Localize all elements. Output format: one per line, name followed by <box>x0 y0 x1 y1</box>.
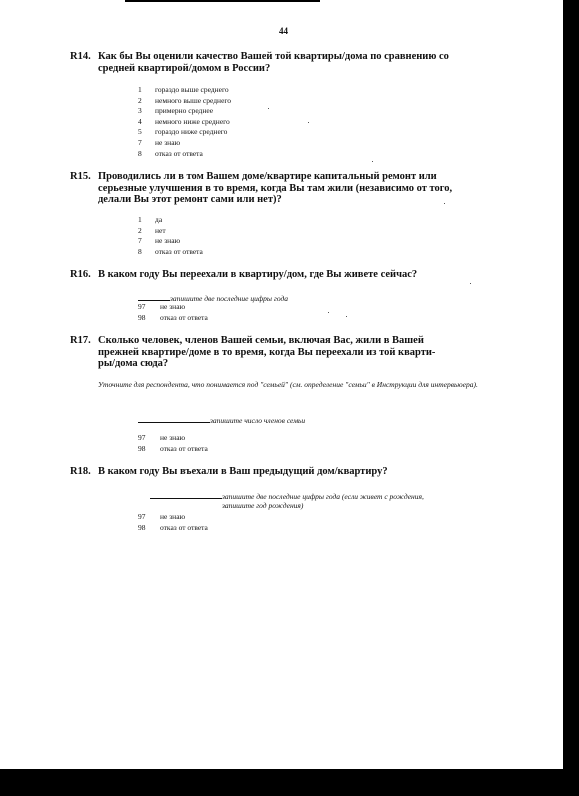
write-in-blank[interactable] <box>150 490 222 499</box>
question-text-line: Сколько человек, членов Вашей семьи, включая Вас, жили в Вашей <box>98 335 424 346</box>
answer-label: не знаю <box>155 236 181 246</box>
write-in-r18-cont <box>222 501 303 511</box>
question-r14 <box>70 51 490 74</box>
question-number: R17. <box>70 335 91 346</box>
answer-code: 8 <box>138 246 142 256</box>
answer-option[interactable] <box>138 444 208 455</box>
answer-code: 8 <box>138 148 142 158</box>
question-text-line: В каком году Вы переехали в квартиру/дом, где Вы живете сейчас? <box>98 269 418 280</box>
question-text-line: Как бы Вы оценили качество Вашей той квартиры/дома по сравнению со <box>98 51 449 62</box>
answer-code: 5 <box>138 127 142 137</box>
answer-option[interactable] <box>138 127 231 138</box>
answer-code: 4 <box>138 116 142 126</box>
options-r17 <box>138 433 208 454</box>
answer-label: примерно среднее <box>155 106 214 116</box>
scan-speck <box>328 312 329 313</box>
write-in-instruction: запишите число членов семьи <box>210 416 306 425</box>
answer-label: не знаю <box>160 302 186 311</box>
question-number: R15. <box>70 171 91 182</box>
answer-code: 98 <box>138 312 146 322</box>
question-text-line: В каком году Вы въехали в Ваш предыдущий дом/квартиру? <box>98 466 388 477</box>
answer-option[interactable] <box>138 138 231 149</box>
write-in-instruction: запишите год рождения) <box>222 501 304 510</box>
answer-label: немного выше среднего <box>155 95 232 105</box>
scan-speck <box>444 203 445 204</box>
answer-label: гораздо выше среднего <box>155 85 229 94</box>
options-r16 <box>138 302 208 323</box>
scan-speck <box>372 161 373 162</box>
write-in-blank[interactable] <box>138 414 210 423</box>
scan-speck <box>308 122 309 123</box>
answer-option[interactable] <box>138 106 231 117</box>
answer-label: гораздо ниже среднего <box>155 127 228 137</box>
answer-option[interactable] <box>138 433 208 444</box>
answer-option[interactable] <box>138 313 208 324</box>
write-in-blank[interactable] <box>138 292 170 301</box>
answer-code: 98 <box>138 522 146 532</box>
question-number: R18. <box>70 466 91 477</box>
answer-label: отказ от ответа <box>160 522 208 532</box>
write-in-instruction: запишите две последние цифры года (если живет с рождения, <box>222 492 424 501</box>
scan-border-right <box>563 0 579 796</box>
scan-speck <box>268 108 269 109</box>
interviewer-instruction: Уточните для респондента, что понимается под "семьей" (см. определение "семьи" в Инструкции для интервьюера). <box>98 380 478 389</box>
scan-speck <box>346 316 347 317</box>
options-r15 <box>138 215 203 257</box>
answer-label: не знаю <box>155 137 181 147</box>
answer-label: отказ от ответа <box>155 246 203 256</box>
question-text-line: Проводились ли в том Вашем доме/квартире капитальный ремонт или <box>98 171 437 182</box>
answer-option[interactable] <box>138 302 208 313</box>
answer-label: не знаю <box>160 433 186 442</box>
answer-label: нет <box>155 225 166 235</box>
options-r14 <box>138 85 231 159</box>
answer-option[interactable] <box>138 96 231 107</box>
write-in-instruction: запишите две последние цифры года <box>170 294 289 303</box>
question-r18 <box>70 466 490 478</box>
question-text-line: прежней квартире/доме в то время, когда Вы переехали из той кварти- <box>98 346 436 358</box>
question-number: R14. <box>70 51 91 62</box>
question-text-line: серьезные улучшения в то время, когда Вы там жили (независимо от того, <box>98 182 453 194</box>
answer-code: 7 <box>138 137 142 147</box>
question-r16 <box>70 269 490 281</box>
question-text-line: делали Вы этот ремонт сами или нет)? <box>98 194 282 205</box>
answer-label: отказ от ответа <box>155 148 203 158</box>
answer-code: 7 <box>138 236 142 246</box>
scan-border-top <box>125 0 320 2</box>
answer-label: отказ от ответа <box>160 312 208 322</box>
answer-option[interactable] <box>138 236 203 247</box>
answer-option[interactable] <box>138 512 208 523</box>
answer-option[interactable] <box>138 523 208 534</box>
answer-option[interactable] <box>138 85 231 96</box>
answer-option[interactable] <box>138 247 203 258</box>
question-text-line: средней квартирой/домом в России? <box>98 62 271 74</box>
answer-code: 97 <box>138 512 146 521</box>
answer-option[interactable] <box>138 215 203 226</box>
answer-label: да <box>155 215 163 224</box>
answer-code: 1 <box>138 85 142 94</box>
question-r15 <box>70 171 490 206</box>
answer-option[interactable] <box>138 149 231 160</box>
answer-code: 97 <box>138 302 146 311</box>
answer-option[interactable] <box>138 117 231 128</box>
answer-code: 2 <box>138 225 142 235</box>
answer-code: 97 <box>138 433 146 442</box>
answer-code: 3 <box>138 106 142 116</box>
answer-label: отказ от ответа <box>160 443 208 453</box>
answer-option[interactable] <box>138 226 203 237</box>
answer-code: 1 <box>138 215 142 224</box>
scan-border-bottom <box>0 769 579 796</box>
options-r18 <box>138 512 208 533</box>
question-text-line: ры/дома сюда? <box>98 358 169 369</box>
page-number: 44 <box>279 26 288 36</box>
answer-code: 2 <box>138 95 142 105</box>
question-r17 <box>70 335 490 370</box>
write-in-r17 <box>138 414 305 426</box>
answer-label: не знаю <box>160 512 186 521</box>
answer-code: 98 <box>138 443 146 453</box>
scan-speck <box>470 283 471 284</box>
answer-label: немного ниже среднего <box>155 116 230 126</box>
question-number: R16. <box>70 269 91 280</box>
